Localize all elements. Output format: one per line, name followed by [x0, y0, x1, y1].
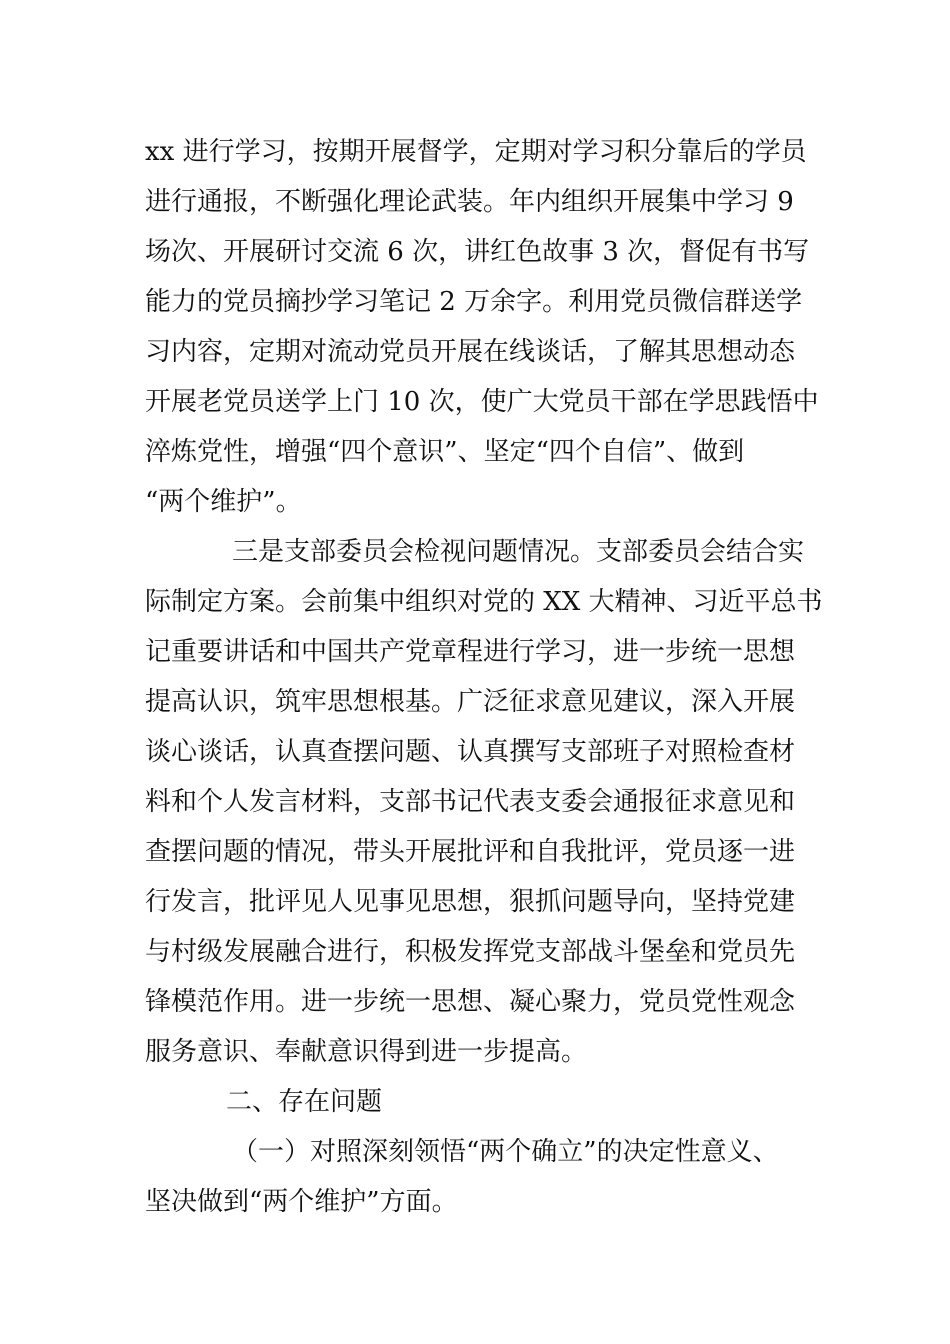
text-line: 场次、开展研讨交流 6 次，讲红色故事 3 次，督促有书写 [145, 237, 810, 267]
text-line: 三是支部委员会检视问题情况。支部委员会结合实 [232, 537, 805, 567]
text-line: xx 进行学习，按期开展督学，定期对学习积分靠后的学员 [145, 137, 807, 167]
text-line: 开展老党员送学上门 10 次，使广大党员干部在学思践悟中 [145, 387, 819, 417]
text-line: 进行通报，不断强化理论武装。年内组织开展集中学习 9 [145, 187, 794, 217]
text-line: 淬炼党性，增强“四个意识”、坚定“四个自信”、做到 [145, 437, 745, 467]
text-line: 与村级发展融合进行，积极发挥党支部战斗堡垒和党员先 [145, 937, 796, 967]
text-line: 锋模范作用。进一步统一思想、凝心聚力，党员党性观念 [145, 987, 796, 1017]
text-line: 查摆问题的情况，带头开展批评和自我批评，党员逐一进 [145, 837, 796, 867]
text-line: 习内容，定期对流动党员开展在线谈话，了解其思想动态 [145, 337, 796, 367]
text-line: 料和个人发言材料，支部书记代表支委会通报征求意见和 [145, 787, 796, 817]
text-line: 行发言，批评见人见事见思想，狠抓问题导向，坚持党建 [145, 887, 796, 917]
section-heading: 二、存在问题 [226, 1087, 383, 1117]
text-line: 坚决做到“两个维护”方面。 [145, 1187, 458, 1217]
text-line: 际制定方案。会前集中组织对党的 XX 大精神、习近平总书 [145, 587, 823, 617]
text-line: 提高认识，筑牢思想根基。广泛征求意见建议，深入开展 [145, 687, 796, 717]
text-line: （一）对照深刻领悟“两个确立”的决定性意义、 [232, 1137, 779, 1167]
text-line: 记重要讲话和中国共产党章程进行学习，进一步统一思想 [145, 637, 796, 667]
text-line: 谈心谈话，认真查摆问题、认真撰写支部班子对照检查材 [145, 737, 796, 767]
text-line: 能力的党员摘抄学习笔记 2 万余字。利用党员微信群送学 [145, 287, 803, 317]
text-line: 服务意识、奉献意识得到进一步提高。 [145, 1037, 588, 1067]
text-line: “两个维护”。 [145, 487, 302, 517]
